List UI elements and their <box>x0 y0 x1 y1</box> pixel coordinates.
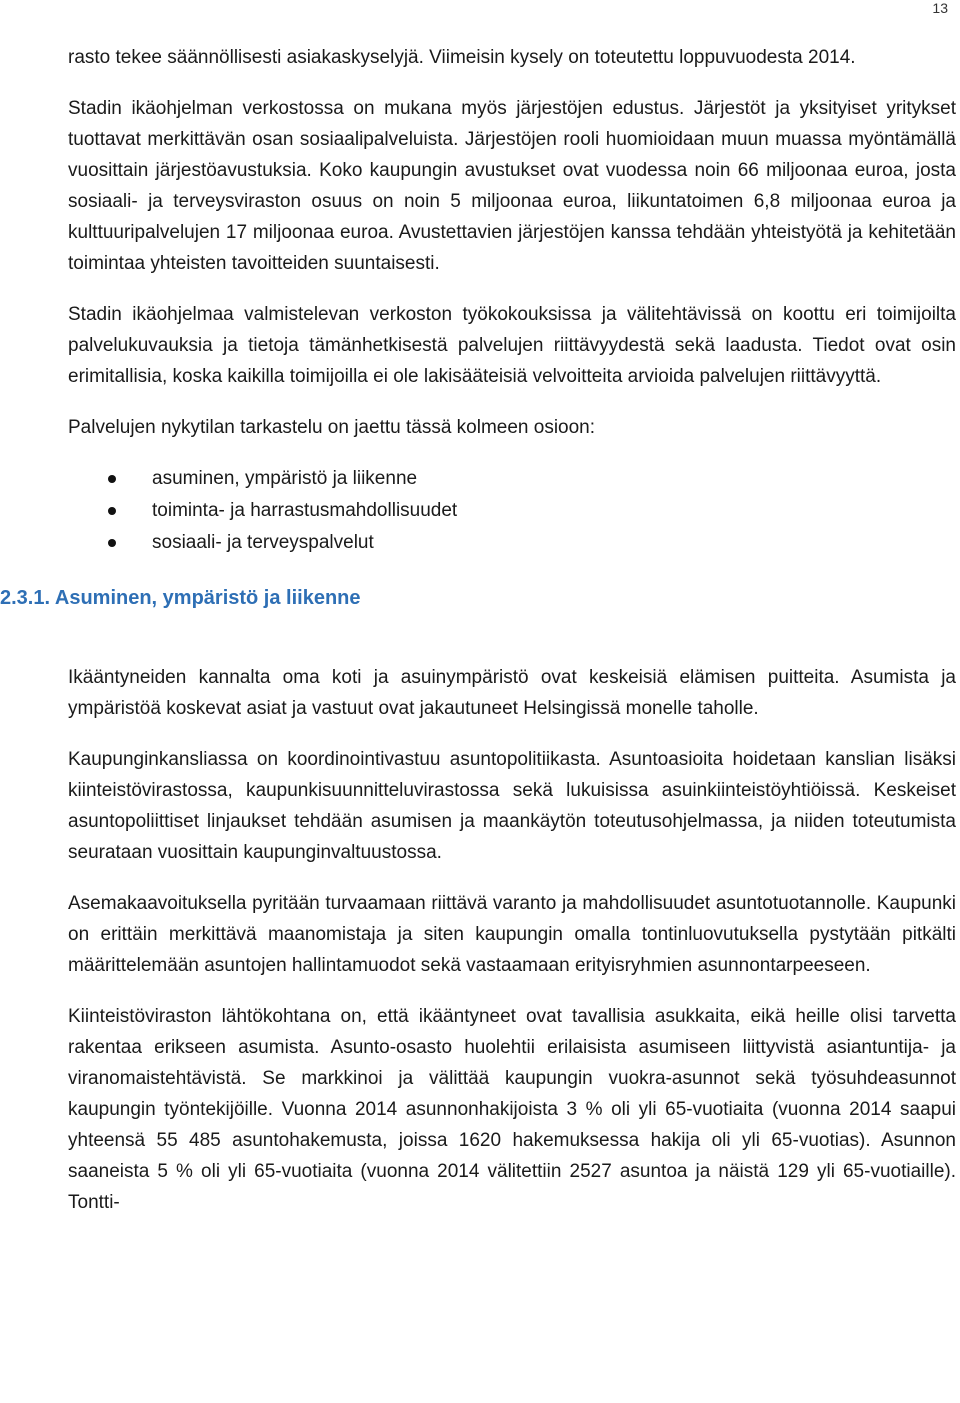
list-item <box>68 463 956 495</box>
paragraph-housing-policy: Kaupunginkansliassa on koordinointivastuu asuntopolitiikasta. Asuntoasioita hoidetaan kanslian lisäksi kiinteistövirastossa, kaupunkisuunnitteluvirastossa sekä lukuisissa asuinkiinteistöyhtiöissä. Keskeiset asuntopoliittiset linjaukset tehdään asumisen ja maankäytön toteutusohjelmassa, ja niiden toteutumista seurataan vuosittain kaupunginvaltuustossa. <box>68 749 956 863</box>
section-heading <box>0 583 956 614</box>
list-item-label: asuminen, ympäristö ja liikenne <box>152 468 418 489</box>
section-title: Asuminen, ympäristö ja liikenne <box>54 587 361 609</box>
paragraph-list-intro: Palvelujen nykytilan tarkastelu on jaettu tässä kolmeen osioon: <box>68 417 596 438</box>
list-item-label: sosiaali- ja terveyspalvelut <box>152 532 374 553</box>
page-number: 13 <box>932 0 948 16</box>
paragraph-network: Stadin ikäohjelmaa valmistelevan verkoston työkokouksissa ja välitehtävissä on koottu eri toimijoilta palvelukuvauksia ja tietoja tämänhetkisestä palvelujen riittävyydestä sekä laadusta. Tiedot ovat osin erimitallisia, koska kaikilla toimijoilla ei ole lakisääteisiä velvoitteita arvioida palvelujen riittävyyttä. <box>68 304 956 387</box>
paragraph-home: Ikääntyneiden kannalta oma koti ja asuinympäristö ovat keskeisiä elämisen puitteita. Asumista ja ympäristöä koskevat asiat ja vastuut ovat jakautuneet Helsingissä monelle taholle. <box>68 667 956 719</box>
paragraph-real-estate: Kiinteistöviraston lähtökohtana on, että ikääntyneet ovat tavallisia asukkaita, eikä heille olisi tarvetta rakentaa erikseen asumista. Asunto-osasto huolehtii erilaisista asumiseen liittyvistä asiantuntija- ja viranomaistehtävistä. Se markkinoi ja välittää kaupungin vuokra-asunnot sekä työsuhdeasunnot kaupungin työntekijöille. Vuonna 2014 asunnonhakijoista 3 % oli yli 65-vuotiaita (vuonna 2014 saapui yhteensä 55 485 asuntohakemusta, joissa 1620 hakemuksessa hakija oli yli 65-vuotias). Asunnon saaneista 5 % oli yli 65-vuotiaita (vuonna 2014 välitettiin 2527 asuntoa ja näistä 129 yli 65-vuotiaille). Tontti- <box>68 1006 956 1213</box>
bullet-icon <box>108 475 116 483</box>
list-item-label: toiminta- ja harrastusmahdollisuudet <box>152 500 458 521</box>
paragraph-survey: rasto tekee säännöllisesti asiakaskyselyjä. Viimeisin kysely on toteutettu loppuvuodesta 2014. <box>68 47 856 68</box>
list-item <box>68 527 956 559</box>
list-item <box>68 495 956 527</box>
bullet-list <box>68 463 956 559</box>
document-body <box>0 42 956 1238</box>
bullet-icon <box>108 539 116 547</box>
paragraph-zoning: Asemakaavoituksella pyritään turvaamaan riittävä varanto ja mahdollisuudet asuntotuotannolle. Kaupunki on erittäin merkittävä maanomistaja ja siten kaupungin omalla tontinluovutuksella pystytään pitkälti määrittelemään asuntojen hallintamuodot sekä vastaamaan erityisryhmien asunnontarpeeseen. <box>68 893 956 976</box>
bullet-icon <box>108 507 116 515</box>
section-number: 2.3.1. <box>0 587 51 609</box>
paragraph-organizations: Stadin ikäohjelman verkostossa on mukana myös järjestöjen edustus. Järjestöt ja yksityiset yritykset tuottavat merkittävän osan sosiaalipalveluista. Järjestöjen rooli huomioidaan muun muassa myöntämällä vuosittain järjestöavustuksia. Koko kaupungin avustukset ovat vuodessa noin 66 miljoonaa euroa, josta sosiaali- ja terveysviraston osuus on noin 5 miljoonaa euroa, liikuntatoimen 6,8 miljoonaa euroa ja kulttuuripalvelujen 17 miljoonaa euroa. Avustettavien järjestöjen kanssa tehdään yhteistyötä ja kehitetään toimintaa yhteisten tavoitteiden suuntaisesti. <box>68 98 956 274</box>
